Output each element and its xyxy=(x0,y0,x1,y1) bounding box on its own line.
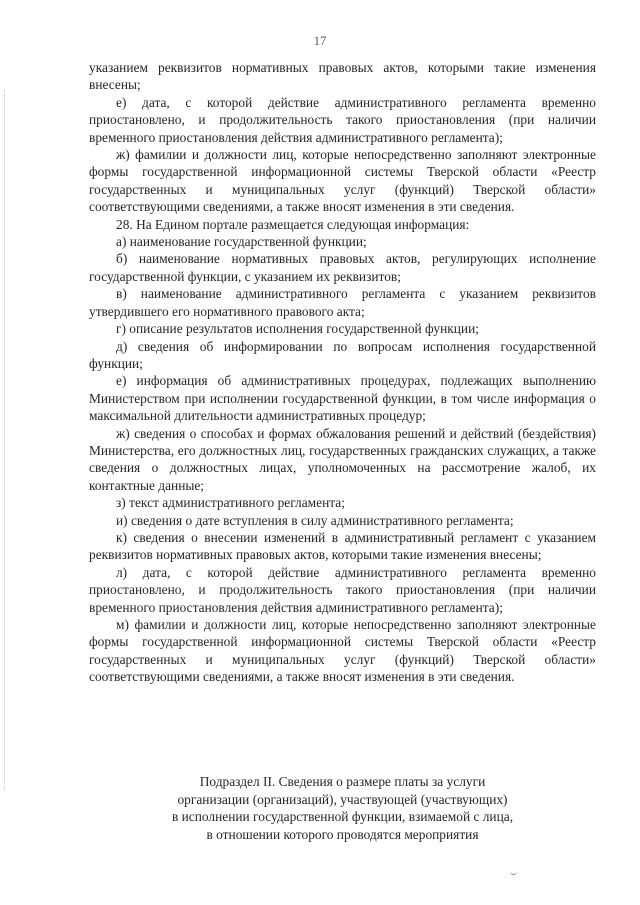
paragraph: ж) фамилии и должности лиц, которые непосредственно заполняют электронные формы государственной информационной системы Тверской области «Реестр государственных и муниципальных услуг (функций) Тверской области» соответствующими сведениями, а также вносят изменения в эти сведения. xyxy=(89,147,596,215)
scan-mark xyxy=(510,870,517,875)
subsection-heading-line: Подраздел II. Сведения о размере платы за услуги xyxy=(199,774,486,789)
paragraph: д) сведения об информировании по вопросам исполнения государственной функции; xyxy=(89,338,596,371)
paragraph: ж) сведения о способах и формах обжалования решений и действий (бездействия) Министерства, его должностных лиц, государственных гражданских служащих, а также сведения о должностных лицах, уполномоченных на рассмотрение жалоб, их контактные данные; xyxy=(89,425,596,493)
paragraph: 28. На Едином портале размещается следующая информация: xyxy=(116,216,470,232)
paragraph: е) информация об административных процедурах, подлежащих выполнению Министерством при исполнении государственной функции, в том числе информация о максимальной длительности административных процедур; xyxy=(89,373,596,424)
subsection-heading-line: в отношении которого проводятся мероприятия xyxy=(206,826,479,842)
paragraph: б) наименование нормативных правовых актов, регулирующих исполнение государственной функции, с указанием их реквизитов; xyxy=(89,251,596,284)
paragraph: м) фамилии и должности лиц, которые непосредственно заполняют электронные формы государственной информационной системы Тверской области «Реестр государственных и муниципальных услуг (функций) Тверской области» соответствующими сведениями, а также вносят изменения в эти сведения. xyxy=(89,617,596,685)
body-text xyxy=(89,59,596,686)
paragraph: к) сведения о внесении изменений в административный регламент с указанием реквизитов нормативных правовых актов, которыми такие изменения внесены; xyxy=(89,529,596,563)
paragraph: е) дата, с которой действие административного регламента временно приостановлено, и продолжительность такого приостановления (при наличии временного приостановления действия административного регламента); xyxy=(89,94,596,145)
paragraph: г) описание результатов исполнения государственной функции; xyxy=(116,321,479,337)
paragraph: а) наименование государственной функции; xyxy=(116,234,367,250)
scan-edge-marks xyxy=(4,90,8,790)
subsection-heading-line: в исполнении государственной функции, взимаемой с лица, xyxy=(171,809,514,825)
paragraph: в) наименование административного регламента с указанием реквизитов утвердившего его нормативного правового акта; xyxy=(89,286,596,319)
paragraph: указанием реквизитов нормативных правовых актов, которыми такие изменения внесены; xyxy=(89,60,596,93)
paragraph: и) сведения о дате вступления в силу административного регламента; xyxy=(116,512,514,528)
paragraph: л) дата, с которой действие административного регламента временно приостановлено, и продолжительность такого приостановления (при наличии временного приостановления действия административного регламента); xyxy=(89,564,596,615)
subsection-heading-line: организации (организаций), участвующей (участвующих) xyxy=(177,791,508,807)
page-number: 17 xyxy=(313,34,327,48)
paragraph: з) текст административного регламента; xyxy=(116,495,345,511)
subsection-heading xyxy=(89,773,596,843)
